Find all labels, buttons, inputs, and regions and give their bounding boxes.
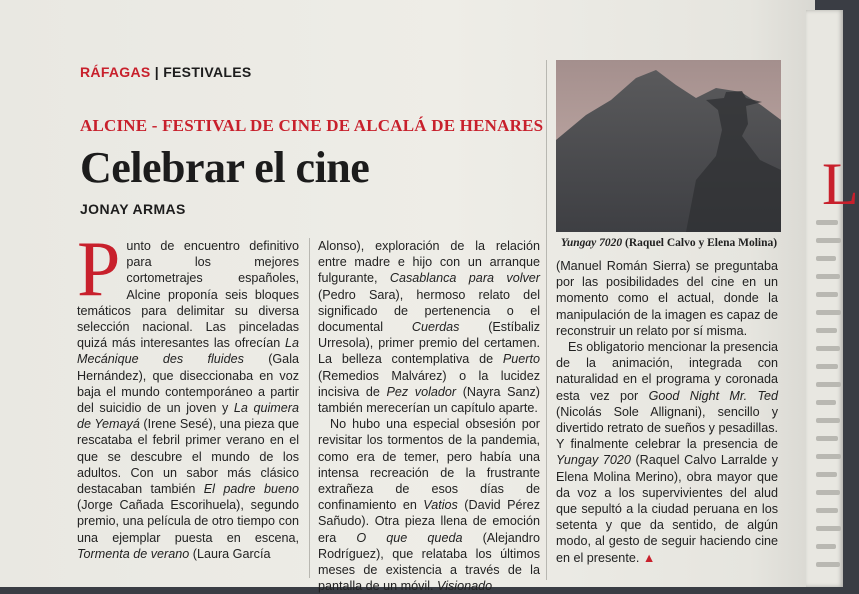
facing-page-text-line [816, 346, 840, 351]
facing-page-edge [806, 10, 859, 587]
facing-page-text-line [816, 310, 841, 315]
facing-page-text-line [816, 418, 840, 423]
facing-page-text-line [816, 364, 838, 369]
section-separator: | [154, 64, 159, 80]
facing-page-text-line [816, 526, 841, 531]
article-paragraph: Alonso), exploración de la relación entre madre e hijo con un arranque fulgurante, Casablanca para volver (Pedro Sara), hermoso relato del significado de pertenencia o el documental Cuerdas (Estíbaliz Urresola), primer premio del certamen. La belleza contemplativa de Puerto (Remedios Malvárez) o la lucidez incisiva de Pez volador (Nayra Sanz) también merecerían un capítulo aparte. [318, 239, 540, 416]
article-paragraph: unto de encuentro definitivo para los mejores cortometrajes españoles, Alcine proponía seis bloques temáticos para delimitar su diversa selección nacional. Las pinceladas quizá más interesantes las ofrecían La Mecánique des fluides (Gala Hernández), que diseccionaba en voz baja el mundo contemporáneo a partir del suicidio de un joven y La quimera de Yemayá (Irene Sesé), una pieza que rescataba el febril primer verano en el que se descubre el mundo de los adultos. Con un sabor más clásico destacaban también El padre bueno (Jorge Cañada Escorihuela), segundo premio, una película de otro tiempo con una ejemplar puesta en escena, Tormenta de verano (Laura García [77, 239, 299, 561]
facing-page-text-line [816, 274, 840, 279]
section-header [80, 64, 252, 80]
column-divider [546, 60, 547, 580]
article-paragraph: (Manuel Román Sierra) se preguntaba por las posibilidades del cine en un momento como el actual, donde la manipulación de la imagen es capaz de reconstruir un relato por sí misma. [556, 259, 778, 338]
facing-page-text-line [816, 256, 836, 261]
facing-page-text-line [816, 544, 836, 549]
facing-page-text-line [816, 490, 840, 495]
facing-page-text-line [816, 472, 837, 477]
facing-page-text-line [816, 382, 841, 387]
caption-credit: (Raquel Calvo y Elena Molina) [625, 237, 778, 249]
facing-page-initial: L [822, 151, 859, 217]
article-column-3 [556, 258, 778, 566]
column-divider [309, 238, 310, 578]
facing-page-text-line [816, 562, 840, 567]
subsection-label: FESTIVALES [163, 64, 252, 80]
facing-page-text-line [816, 436, 838, 441]
article-author: JONAY ARMAS [80, 201, 186, 217]
facing-page-text-line [816, 292, 838, 297]
film-still-photo [556, 60, 781, 232]
article-kicker: ALCINE - FESTIVAL DE CINE DE ALCALÁ DE HENARES [80, 116, 544, 135]
drop-cap: P [77, 225, 121, 312]
article-paragraph: No hubo una especial obsesión por revisitar los tormentos de la pandemia, como era de temer, pero había una intensa recreación de la frustrante extrañeza de esos días de confinamiento en Vatios (David Pérez Sañudo). Otra pieza llena de emoción era O que queda (Alejandro Rodríguez), que relataba los últimos meses de existencia a través de la pantalla de un móvil. Visionado [318, 417, 540, 594]
facing-page-text-line [816, 454, 841, 459]
facing-page-text-line [816, 220, 838, 225]
facing-page-text-line [816, 238, 841, 243]
photo-caption [556, 237, 782, 249]
article-column-2 [318, 238, 540, 594]
section-label: RÁFAGAS [80, 64, 151, 80]
facing-page-text-line [816, 400, 836, 405]
facing-page-text-line [816, 328, 837, 333]
article-paragraph: Es obligatorio mencionar la presencia de la animación, integrada con naturalidad en el programa y coronada esta vez por Good Night Mr. Ted (Nicolás Sole Allignani), sencillo y divertido retrato de sueños y pesadillas. Y finalmente celebrar la presencia de Yungay 7020 (Raquel Calvo Larralde y Elena Molina Merino), obra mayor que da voz a los supervivientes del alud que sepultó a la ciudad peruana en los setenta y que da sentido, de algún modo, al gesto de seguir haciendo cine en el presente. ▲ [556, 340, 779, 565]
facing-page-text-line [816, 508, 838, 513]
article-title: Celebrar el cine [80, 143, 370, 192]
article-column-1 [77, 225, 299, 562]
caption-title: Yungay 7020 [560, 237, 623, 249]
